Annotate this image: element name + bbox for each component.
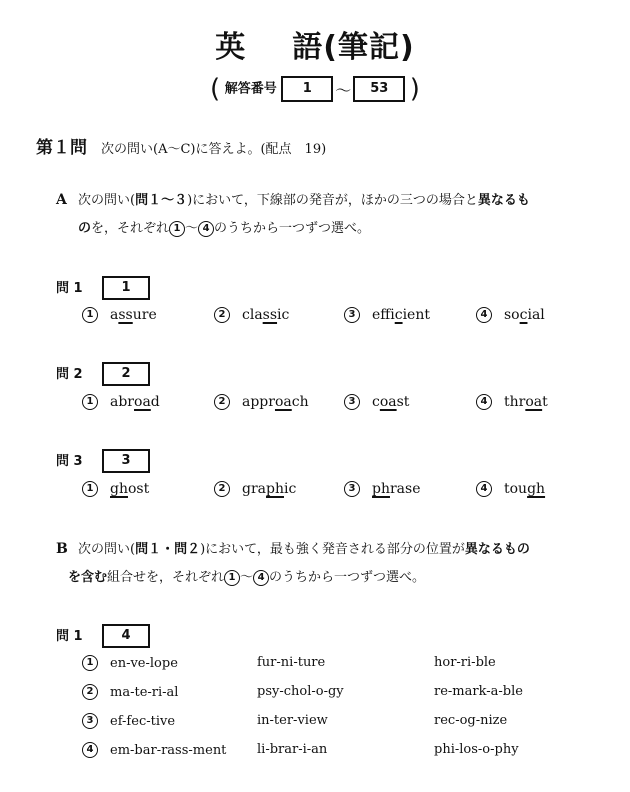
underlined-part: c xyxy=(394,307,403,323)
circled-number: 3 xyxy=(82,713,98,729)
underlined-part: oa xyxy=(274,394,292,410)
circled-number: 3 xyxy=(344,307,360,323)
option-word xyxy=(504,481,545,497)
word: en-ve-lope xyxy=(110,655,178,671)
word-part: st xyxy=(396,394,410,410)
option xyxy=(82,481,149,497)
answer-box: 3 xyxy=(102,449,150,473)
circled-number: 2 xyxy=(82,684,98,700)
question-a2 xyxy=(56,362,150,386)
text-bold: を含む xyxy=(68,570,108,585)
word-part: ure xyxy=(132,307,157,323)
text: ～ xyxy=(185,221,199,236)
option-word xyxy=(372,307,430,323)
text: のうちから一つずつ選べ。 xyxy=(269,570,426,585)
underlined-part: oa xyxy=(525,394,543,410)
word-part: t xyxy=(542,394,548,410)
option-word xyxy=(242,481,296,497)
title-part-1: 英 xyxy=(215,30,247,65)
underlined-part: gh xyxy=(527,481,546,497)
part-b-line-2 xyxy=(56,564,601,592)
open-paren: ( xyxy=(210,74,221,104)
question-a1 xyxy=(56,276,150,300)
part-a-instructions xyxy=(56,186,601,243)
circled-number: 2 xyxy=(214,307,230,323)
word-part: appr xyxy=(242,394,275,410)
word-part: ch xyxy=(291,394,309,410)
option-word xyxy=(504,394,548,410)
circled-number: 2 xyxy=(214,481,230,497)
option-word xyxy=(110,481,149,497)
section-instruction: 次の問い(A～C)に答えよ。(配点 19) xyxy=(101,142,327,157)
option-row xyxy=(82,655,178,671)
question-label: 問 1 xyxy=(56,280,83,296)
underlined-part: c xyxy=(519,307,528,323)
word-part: cla xyxy=(242,307,263,323)
option xyxy=(214,394,309,410)
answer-range-label: 解答番号 xyxy=(224,81,277,97)
word: ef-fec-tive xyxy=(110,713,176,729)
word-part: rase xyxy=(389,481,421,497)
word-part: ient xyxy=(402,307,430,323)
answer-box: 1 xyxy=(102,276,150,300)
circled-number: 1 xyxy=(82,307,98,323)
circled-number: 1 xyxy=(82,481,98,497)
text-bold: 異なるも xyxy=(477,193,530,208)
part-a-line-1 xyxy=(56,186,601,215)
circled-number: 4 xyxy=(476,307,492,323)
part-b-instructions xyxy=(56,535,601,592)
circled-number: 4 xyxy=(253,570,269,586)
circled-number: 3 xyxy=(344,481,360,497)
circled-number: 4 xyxy=(476,394,492,410)
option-word xyxy=(110,394,160,410)
text-bold: 問１～３ xyxy=(135,193,188,208)
circled-number: 1 xyxy=(82,394,98,410)
option-word xyxy=(372,481,421,497)
option-word xyxy=(504,307,545,323)
word-part: effi xyxy=(372,307,395,323)
text: )において，最も強く発音される部分の位置が xyxy=(200,542,465,557)
underlined-part: oa xyxy=(134,394,151,410)
circled-number: 1 xyxy=(169,221,185,237)
text: ～ xyxy=(240,570,254,585)
word-part: tou xyxy=(504,481,528,497)
text-bold: 問１・問２ xyxy=(135,542,201,557)
text: 組合せを，それぞれ xyxy=(107,570,225,585)
word: li-brar-i-an xyxy=(257,742,328,757)
underlined-part: gh xyxy=(110,481,128,497)
option-row xyxy=(82,713,175,729)
option xyxy=(82,394,160,410)
close-paren: ) xyxy=(409,74,420,104)
word-part: gra xyxy=(242,481,267,497)
word-part: ial xyxy=(527,307,545,323)
part-b-line-1 xyxy=(56,535,601,564)
word-part: ic xyxy=(277,307,290,323)
word: rec-og-nize xyxy=(434,713,508,728)
range-end-box: 53 xyxy=(353,76,405,102)
question-a3 xyxy=(56,449,150,473)
word-part: abr xyxy=(110,394,135,410)
page-title xyxy=(0,22,630,66)
underlined-part: ph xyxy=(266,481,284,497)
word: hor-ri-ble xyxy=(434,655,496,670)
circled-number: 3 xyxy=(344,394,360,410)
range-start-box: 1 xyxy=(281,76,333,102)
option xyxy=(476,394,548,410)
underlined-part: ph xyxy=(372,481,390,497)
option xyxy=(344,307,430,323)
answer-box: 4 xyxy=(102,624,150,648)
option xyxy=(214,307,289,323)
circled-number: 4 xyxy=(476,481,492,497)
word: fur-ni-ture xyxy=(257,655,326,670)
part-a-label: A xyxy=(56,192,67,208)
option-word xyxy=(110,307,157,323)
word-part: thr xyxy=(504,394,526,410)
word: phi-los-o-phy xyxy=(434,742,519,757)
option-word xyxy=(242,307,289,323)
word: re-mark-a-ble xyxy=(434,684,523,699)
text: を，それぞれ xyxy=(91,221,170,236)
word-part: a xyxy=(110,307,119,323)
word: in-ter-view xyxy=(257,713,328,728)
option-row xyxy=(82,684,178,700)
option-row xyxy=(82,742,226,758)
text-bold: 異なるもの xyxy=(464,542,530,557)
word-part: so xyxy=(504,307,520,323)
option xyxy=(476,481,545,497)
part-a-line-2 xyxy=(56,215,601,243)
word: psy-chol-o-gy xyxy=(257,684,344,699)
circled-number: 4 xyxy=(82,742,98,758)
option xyxy=(344,481,421,497)
question-label: 問 3 xyxy=(56,453,83,469)
word-part: c xyxy=(372,394,380,410)
underlined-part: oa xyxy=(379,394,397,410)
text: 次の問い( xyxy=(78,542,136,557)
section-heading xyxy=(36,133,326,158)
text: )において，下線部の発音が，ほかの三つの場合と xyxy=(187,193,478,208)
word-part: d xyxy=(150,394,160,410)
option xyxy=(82,307,157,323)
word: ma-te-ri-al xyxy=(110,684,179,700)
word-part: ost xyxy=(127,481,150,497)
question-label: 問 1 xyxy=(56,628,83,644)
section-number: 第１問 xyxy=(36,138,87,158)
option-word xyxy=(372,394,409,410)
answer-box: 2 xyxy=(102,362,150,386)
circled-number: 2 xyxy=(214,394,230,410)
word: em-bar-rass-ment xyxy=(110,742,227,758)
question-b1 xyxy=(56,624,150,648)
answer-number-range xyxy=(0,74,630,104)
option-word xyxy=(242,394,309,410)
range-separator: ～ xyxy=(335,80,352,100)
title-part-2: 語(筆記) xyxy=(292,30,415,65)
circled-number: 1 xyxy=(224,570,240,586)
part-b-label: B xyxy=(56,541,68,557)
text-bold: の xyxy=(78,221,92,236)
underlined-part: ss xyxy=(118,307,133,323)
circled-number: 4 xyxy=(198,221,214,237)
underlined-part: ss xyxy=(262,307,278,323)
option xyxy=(344,394,409,410)
option xyxy=(476,307,545,323)
word-part: ic xyxy=(284,481,297,497)
question-label: 問 2 xyxy=(56,366,83,382)
text: のうちから一つずつ選べ。 xyxy=(214,221,371,236)
option xyxy=(214,481,296,497)
text: 次の問い( xyxy=(78,193,136,208)
circled-number: 1 xyxy=(82,655,98,671)
